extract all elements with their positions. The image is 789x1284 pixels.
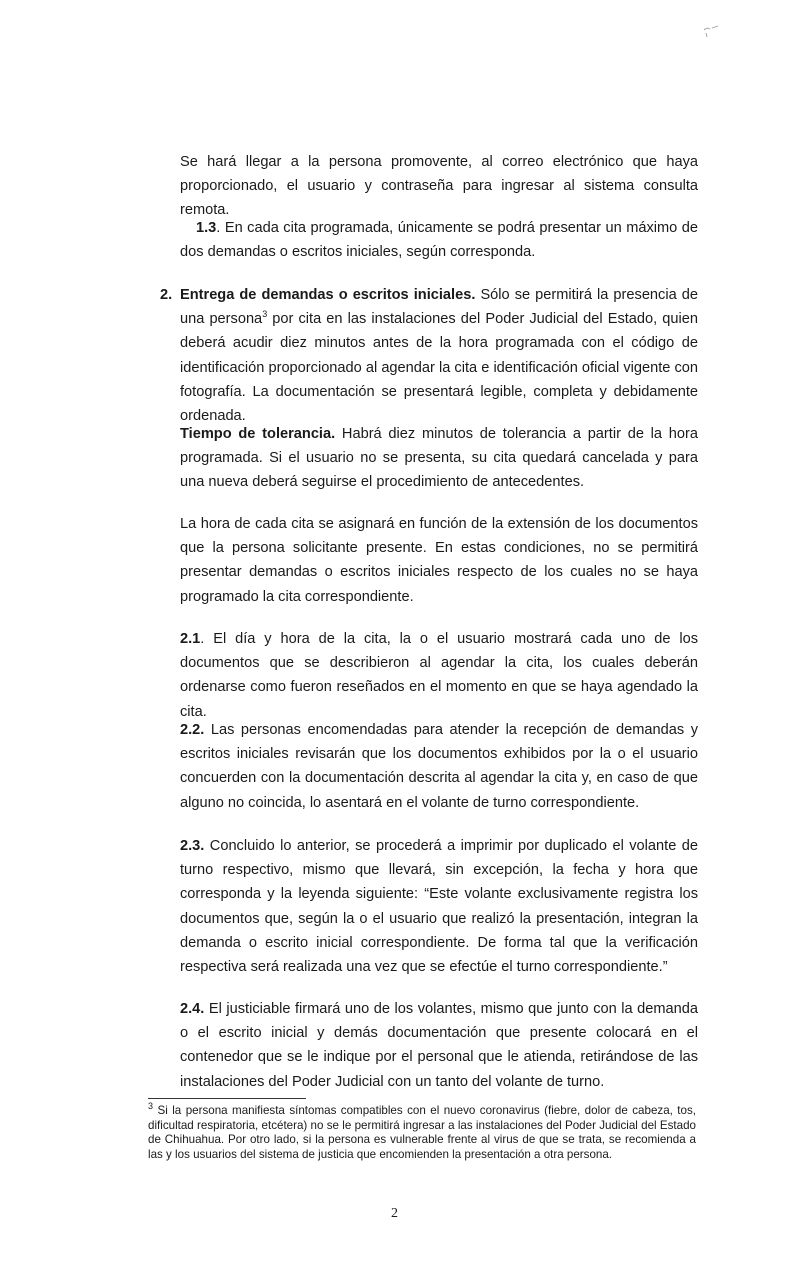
item-2-title: Entrega de demandas o escritos iniciales.: [180, 287, 476, 303]
tolerance-text: Habrá diez minutos de tolerancia a partir de la hora programada. Si el usuario no se presenta, su cita quedará cancelada y para una nueva deberá seguirse el procedimiento de antecedentes.: [180, 426, 699, 491]
item-2-3-label: 2.3.: [180, 838, 205, 854]
item-1-3-label: 1.3: [196, 220, 217, 236]
item-1-3-paragraph: [180, 216, 698, 264]
item-2-4-label: 2.4.: [180, 1001, 205, 1017]
item-2-3-paragraph: [180, 834, 698, 979]
item-2-4-text: El justiciable firmará uno de los volantes, mismo que junto con la demanda o el escrito inicial y demás documentación que presente colocará en el contenedor que se le indique por el personal que le atienda, retirándose de las instalaciones del Poder Judicial con un tanto del volante de turno.: [180, 1001, 698, 1090]
tolerance-title: Tiempo de tolerancia.: [180, 426, 336, 442]
intro-paragraph: Se hará llegar a la persona promovente, al correo electrónico que haya proporcionado, el usuario y contraseña para ingresar al sistema consulta remota.: [180, 154, 698, 219]
footnote-marker: 3: [148, 1101, 154, 1112]
item-1-3-text: . En cada cita programada, únicamente se podrá presentar un máximo de dos demandas o escritos iniciales, según corresponda.: [180, 220, 698, 261]
ink-mark: [703, 24, 721, 40]
item-2-1-text: . El día y hora de la cita, la o el usuario mostrará cada uno de los documentos que se describieron al agendar la cita, los cuales deberán ordenarse como fueron reseñados en el momento en que se haya agendado la cita.: [180, 631, 698, 720]
item-2-text-a: Sólo se permitirá la presencia de una persona: [180, 287, 698, 328]
footnote: [148, 1101, 696, 1162]
page-number: 2: [391, 1206, 398, 1221]
item-2-2-label: 2.2.: [180, 722, 205, 738]
item-2-4-paragraph: [180, 997, 698, 1094]
item-2-paragraph: [180, 283, 698, 428]
item-2-1-paragraph: [180, 627, 698, 724]
item-2-3-text: Concluido lo anterior, se procederá a imprimir por duplicado el volante de turno respectivo, mismo que llevará, sin excepción, la fecha y hora que corresponda y la leyenda siguiente: “Este volante exclusivamente registra los documentos que, según la o el usuario que realizó la presentación, integran la demanda o escrito inicial correspondiente. De forma tal que la verificación respectiva será realizada una vez que se efectúe el turno correspondiente.”: [180, 838, 698, 976]
footnote-ref: 3: [262, 309, 268, 320]
footnote-separator: [148, 1098, 306, 1099]
item-2-2-paragraph: [180, 718, 698, 815]
tolerance-paragraph: [180, 422, 698, 495]
footnote-text: Si la persona manifiesta síntomas compatibles con el nuevo coronavirus (fiebre, dolor de cabeza, tos, dificultad respiratoria, etcétera) no se le permitirá ingresar a las instalaciones del Poder Judicial del Estado de Chihuahua. Por otro lado, si la persona es vulnerable frente al virus de que se trata, se recomienda a las y los usuarios del sistema de justicia que encomienden la presentación a otra persona.: [148, 1104, 696, 1161]
schedule-paragraph: La hora de cada cita se asignará en función de la extensión de los documentos que la persona solicitante presente. En estas condiciones, no se permitirá presentar demandas o escritos iniciales respecto de los cuales no se haya programado la cita correspondiente.: [180, 516, 698, 605]
item-2-1-label: 2.1: [180, 631, 201, 647]
item-2-text-b: por cita en las instalaciones del Poder Judicial del Estado, quien deberá acudir diez minutos antes de la hora programada con el código de identificación proporcionado al agendar la cita e identificación oficial vigente con fotografía. La documentación se presentará legible, completa y debidamente ordenada.: [180, 311, 698, 425]
item-2-2-text: Las personas encomendadas para atender la recepción de demandas y escritos iniciales revisarán que los documentos exhibidos por la o el usuario concuerden con la documentación descrita al agendar la cita y, en caso de que alguno no coincida, lo asentará en el volante de turno correspondiente.: [180, 722, 698, 811]
item-2-number: 2.: [160, 287, 173, 303]
